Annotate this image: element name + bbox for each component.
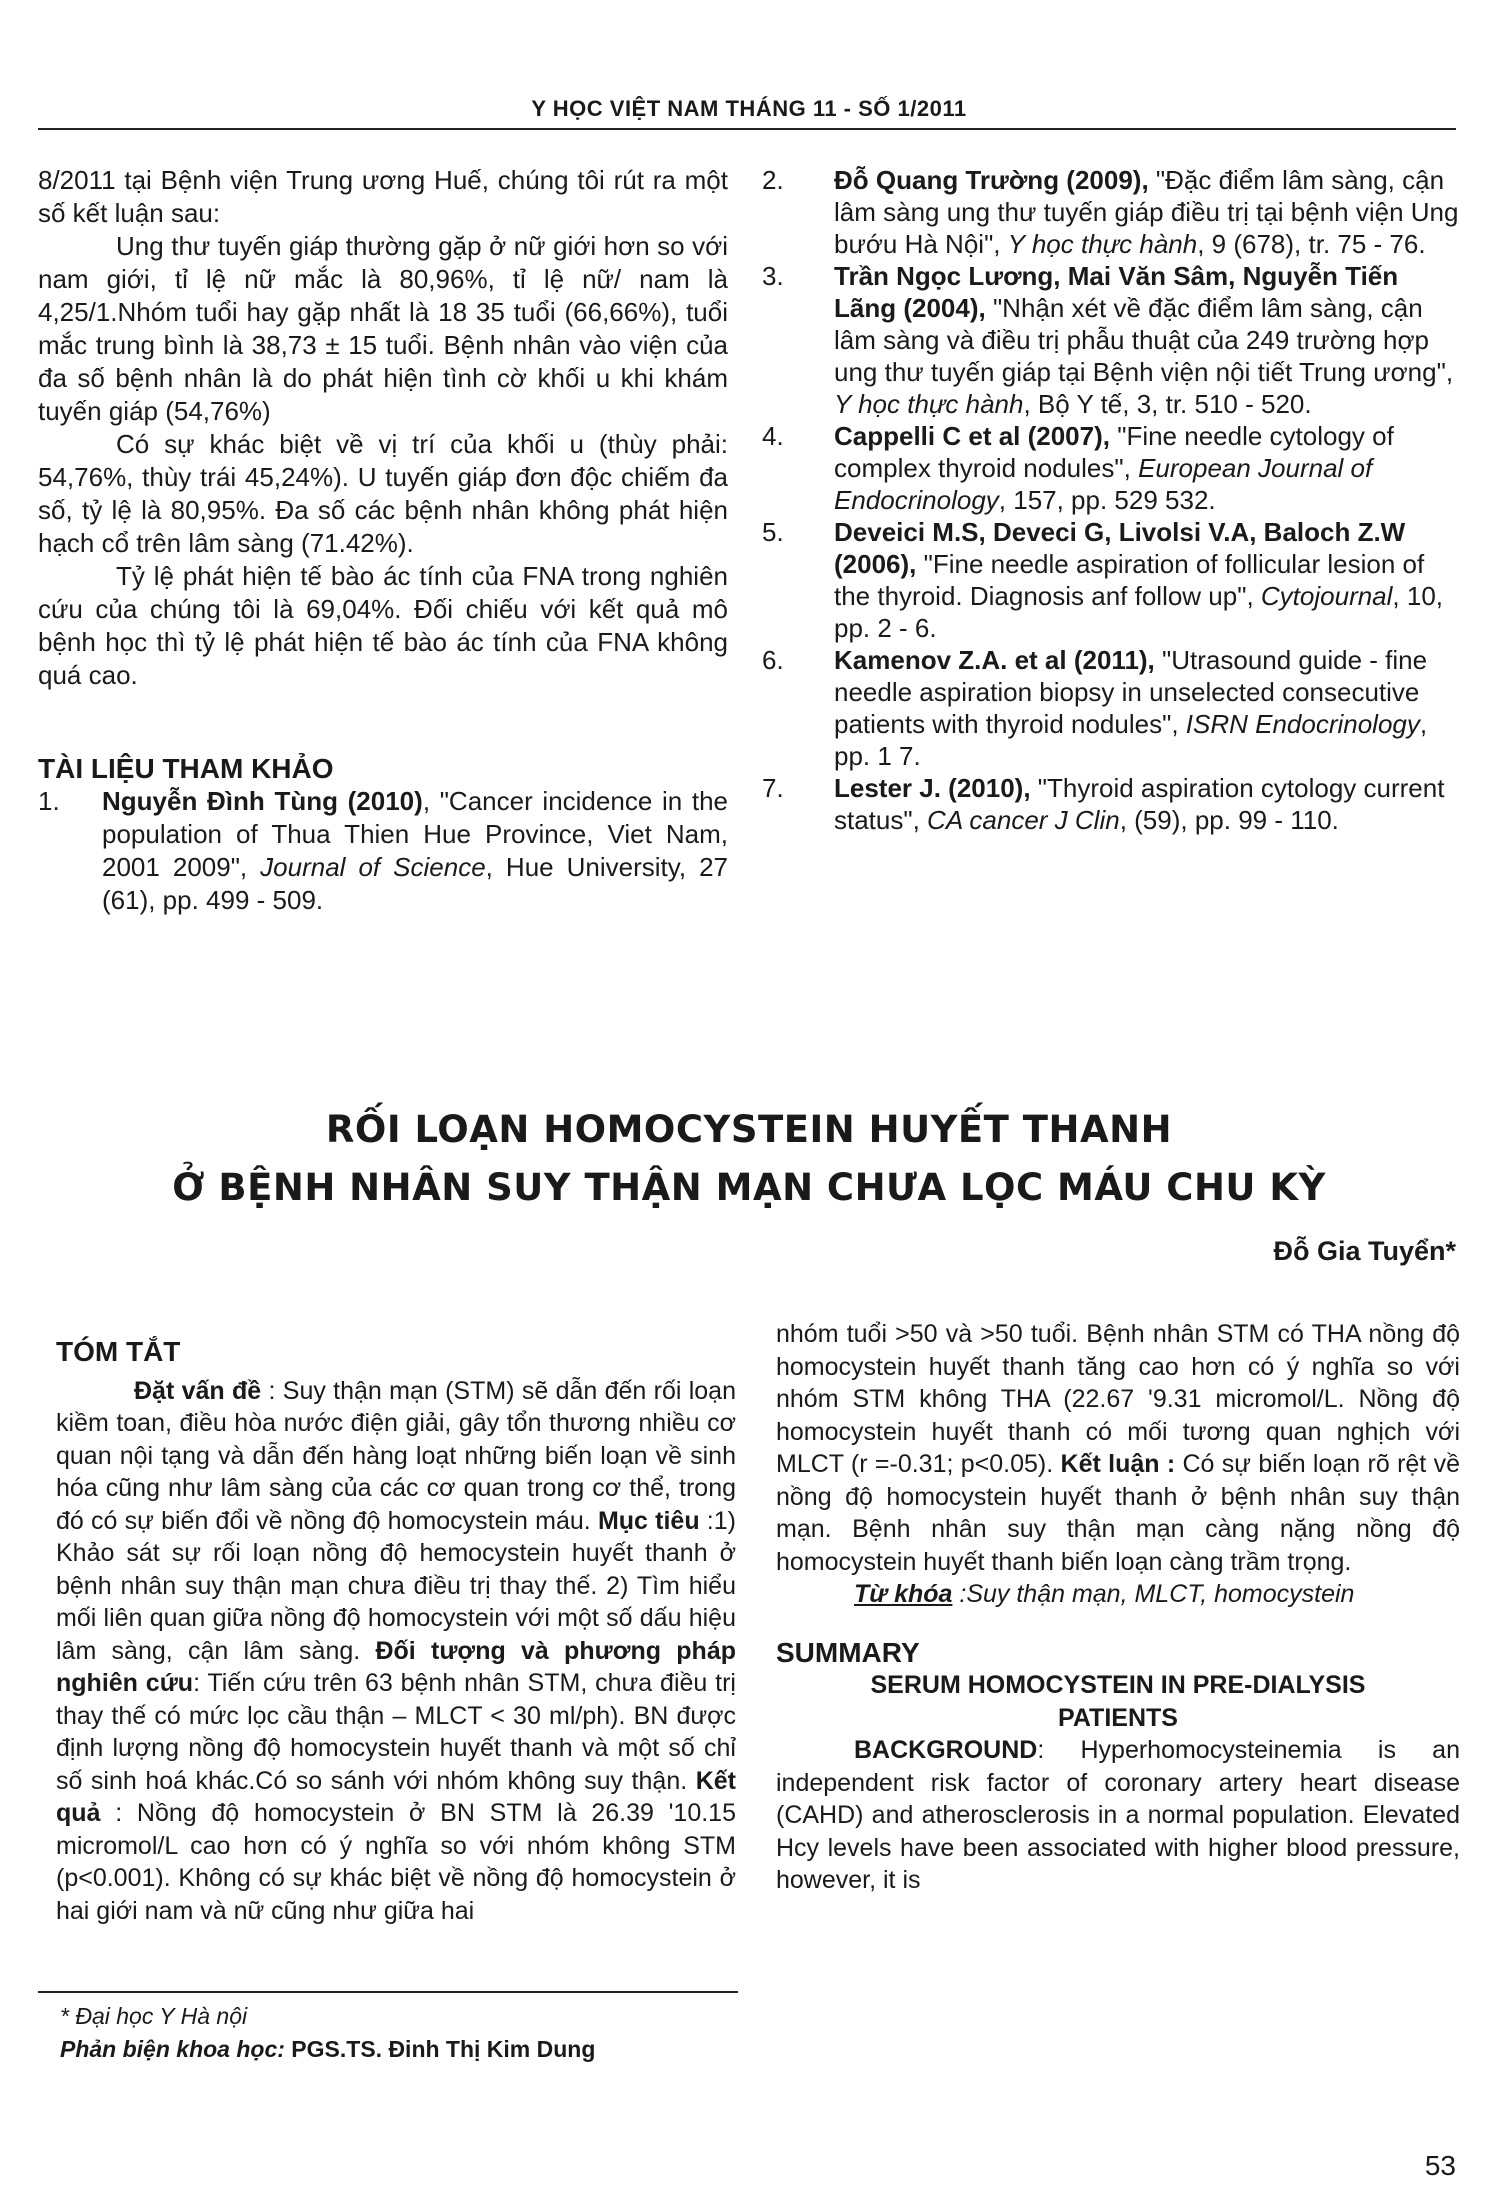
footnote-reviewer <box>60 2036 595 2063</box>
reference-text: , "Cancer incidence in the population of Thua Thien Hue Province, Viet Nam, 2001 2009", <box>102 786 728 882</box>
reference-journal: Y học thực hành <box>1007 229 1198 259</box>
section-label: Kết quả <box>56 1766 736 1827</box>
reference-journal: ISRN Endocrinology <box>1185 709 1420 739</box>
reference-item <box>762 772 1462 836</box>
section-label: Đặt vấn đề <box>134 1376 262 1405</box>
reference-authors: Kamenov Z.A. et al (2011), <box>834 645 1155 675</box>
section-text: : Suy thận mạn (STM) sẽ dẫn đến rối loạn kiềm toan, điều hòa nước điện giải, gây tổn thương nhiều cơ quan nội tạng và dẫn đến hàng loạt những biến loạn về sinh hóa cũng như lâm sàng của các cơ quan trong cơ thể, trong đó có sự biến đổi về nồng độ homocystein máu. <box>56 1376 736 1535</box>
reference-text: "Thyroid aspiration cytology current status", <box>834 773 1445 835</box>
references-title: TÀI LIỆU THAM KHẢO <box>38 753 334 784</box>
reference-end: , Hue University, 27 (61), pp. 499 - 509. <box>102 852 728 915</box>
right-references-column <box>762 164 1462 836</box>
reference-text: "Utrasound guide - fine needle aspiration biopsy in unselected consecutive patients with thyroid nodules", <box>834 645 1428 739</box>
reference-text: "Đặc điểm lâm sàng, cận lâm sàng ung thư tuyến giáp điều trị tại bệnh viện Ung bướu Hà Nội", <box>834 165 1459 259</box>
left-top-column <box>38 164 728 917</box>
section-text: :1) Khảo sát sự rối loạn nồng độ hemocystein huyết thanh ở bệnh nhân suy thận mạn chưa điều trị thay thế. 2) Tìm hiểu mối liên quan giữa nồng độ homocystein với một số dấu hiệu lâm sàng, cận lâm sàng. <box>56 1506 736 1665</box>
section-text: Có sự biến loạn rõ rệt về nồng độ homocystein huyết thanh ở bệnh nhân suy thận mạn. Bệnh nhân suy thận mạn càng nặng nồng độ homocystein huyết thanh biến loạn càng trầm trọng. <box>776 1450 1460 1576</box>
abstract-title: TÓM TẮT <box>56 1336 181 1367</box>
reference-item <box>762 516 1462 644</box>
reference-item <box>762 644 1462 772</box>
background-label: BACKGROUND <box>854 1736 1038 1764</box>
reference-text: "Fine needle aspiration of follicular lesion of the thyroid. Diagnosis anf follow up", <box>834 549 1425 611</box>
reference-item <box>762 164 1462 260</box>
reference-end: , 157, pp. 529 532. <box>998 485 1216 515</box>
reference-authors: Đỗ Quang Trường (2009), <box>834 165 1149 195</box>
reference-number: 1. <box>38 786 60 816</box>
header-rule <box>38 128 1456 130</box>
reference-item <box>38 785 728 917</box>
abstract-continuation: nhóm tuổi >50 và >50 tuổi. Bệnh nhân STM có THA nồng độ homocystein huyết thanh tăng cao hơn có ý nghĩa so với nhóm STM không THA (22.67 '9.31 micromol/L. Nồng độ homocystein huyết thanh có mối tương quan nghịch với MLCT (r =-0.31; p<0.05). <box>776 1320 1460 1478</box>
footnote-rule <box>38 1991 738 1993</box>
reference-end: , (59), pp. 99 - 110. <box>1119 805 1339 835</box>
reference-item <box>762 420 1462 516</box>
section-label: Đối tượng và phương pháp nghiên cứu <box>56 1636 736 1697</box>
abstract-left-column <box>56 1336 736 1927</box>
conclusion-paragraph-2: Có sự khác biệt về vị trí của khối u (thùy phải: 54,76%, thùy trái 45,24%). U tuyến giáp đơn độc chiếm đa số, tỷ lệ là 80,95%. Đa số các bệnh nhân không phát hiện hạch cổ trên lâm sàng (71.42%). <box>38 429 728 558</box>
reference-number: 5. <box>762 517 784 547</box>
section-label: Mục tiêu <box>597 1506 700 1535</box>
summary-subtitle-line-2: PATIENTS <box>1058 1703 1178 1732</box>
section-label: Kết luận : <box>1060 1450 1176 1478</box>
keywords-label: Từ khóa <box>854 1580 953 1608</box>
reference-journal: European Journal of Endocrinology <box>834 453 1373 515</box>
reference-item <box>762 260 1462 420</box>
summary-title: SUMMARY <box>776 1636 920 1668</box>
reference-journal: Y học thực hành <box>834 389 1024 419</box>
article-title-line-2: Ở BỆNH NHÂN SUY THẬN MẠN CHƯA LỌC MÁU CHU KỲ <box>172 1166 1326 1209</box>
background-text: : Hyperhomocysteinemia is an independent risk factor of coronary artery heart disease (CAHD) and atherosclerosis in a normal population. Elevated Hcy levels have been associated with higher blood pressure, however, it is <box>776 1736 1460 1894</box>
reference-text: "Nhận xét về đặc điểm lâm sàng, cận lâm sàng và điều trị phẫu thuật của 249 trường hợp ung thư tuyến giáp tại Bệnh viện nội tiết Trung ương", <box>834 293 1454 387</box>
summary-subtitle-line-1: SERUM HOMOCYSTEIN IN PRE-DIALYSIS <box>870 1671 1366 1699</box>
reference-number: 7. <box>762 773 784 803</box>
conclusion-paragraph-3: Tỷ lệ phát hiện tế bào ác tính của FNA trong nghiên cứu của chúng tôi là 69,04%. Đối chiếu với kết quả mô bệnh học thì tỷ lệ phát hiện tế bào ác tính của FNA không quá cao. <box>38 561 728 690</box>
reference-journal: Journal of Science <box>260 852 486 882</box>
reference-number: 6. <box>762 645 784 675</box>
reference-authors: Cappelli C et al (2007), <box>834 421 1110 451</box>
section-text: : Nồng độ homocystein ở BN STM là 26.39 '10.15 micromol/L cao hơn có ý nghĩa so với nhóm không STM (p<0.001). Không có sự khác biệt về nồng độ homocystein ở hai giới nam và nữ cũng như giữa hai <box>56 1799 736 1925</box>
reviewer-label: Phản biện khoa học: <box>60 2036 285 2062</box>
reference-authors: Trần Ngọc Lương, Mai Văn Sâm, Nguyễn Tiến Lãng (2004), <box>834 261 1399 323</box>
intro-paragraph: 8/2011 tại Bệnh viện Trung ương Huế, chúng tôi rút ra một số kết luận sau: <box>38 165 728 228</box>
author-name: Đỗ Gia Tuyển* <box>1273 1236 1456 1266</box>
reference-number: 2. <box>762 165 784 195</box>
conclusion-paragraph-1: Ung thư tuyến giáp thường gặp ở nữ giới hơn so với nam giới, tỉ lệ nữ mắc là 80,96%, tỉ lệ nữ/ nam là 4,25/1.Nhóm tuổi hay gặp nhất là 18 35 tuổi (66,66%), tuổi mắc trung bình là 38,73 ± 15 tuổi. Bệnh nhân vào viện của đa số bệnh nhân là do phát hiện tình cờ khối u khi khám tuyến giáp (54,76%) <box>38 231 728 426</box>
reference-number: 4. <box>762 421 784 451</box>
reference-end: , 9 (678), tr. 75 - 76. <box>1197 229 1426 259</box>
reference-journal: Cytojournal <box>1260 581 1393 611</box>
article-title-line-1: RỐI LOẠN HOMOCYSTEIN HUYẾT THANH <box>325 1108 1173 1151</box>
reference-number: 3. <box>762 261 784 291</box>
reference-end: , 10, pp. 2 - 6. <box>834 581 1444 643</box>
keywords-text: :Suy thận mạn, MLCT, homocystein <box>952 1580 1355 1608</box>
reference-authors: Deveici M.S, Deveci G, Livolsi V.A, Baloch Z.W (2006), <box>834 517 1406 579</box>
reference-authors: Nguyễn Đình Tùng (2010) <box>102 786 423 816</box>
journal-header: Y HỌC VIỆT NAM THÁNG 11 - SỐ 1/2011 <box>531 96 967 121</box>
reference-text: "Fine needle cytology of complex thyroid nodules", <box>834 421 1394 483</box>
footnote-affiliation: * Đại học Y Hà nội <box>60 2003 248 2029</box>
section-text: : Tiến cứu trên 63 bệnh nhân STM, chưa điều trị thay thế có mức lọc cầu thận – MLCT < 30 ml/ph). BN được định lượng nồng độ homocystein huyết thanh và một số chỉ số sinh hoá khác.Có so sánh với nhóm không suy thận. <box>56 1669 736 1795</box>
reference-end: , pp. 1 7. <box>834 709 1428 771</box>
reviewer-name: PGS.TS. Đinh Thị Kim Dung <box>284 2036 596 2062</box>
reference-end: , Bộ Y tế, 3, tr. 510 - 520. <box>1023 389 1312 419</box>
abstract-right-column <box>776 1318 1460 1897</box>
reference-authors: Lester J. (2010), <box>834 773 1031 803</box>
reference-journal: CA cancer J Clin <box>927 805 1120 835</box>
page-number: 53 <box>1424 2150 1456 2181</box>
